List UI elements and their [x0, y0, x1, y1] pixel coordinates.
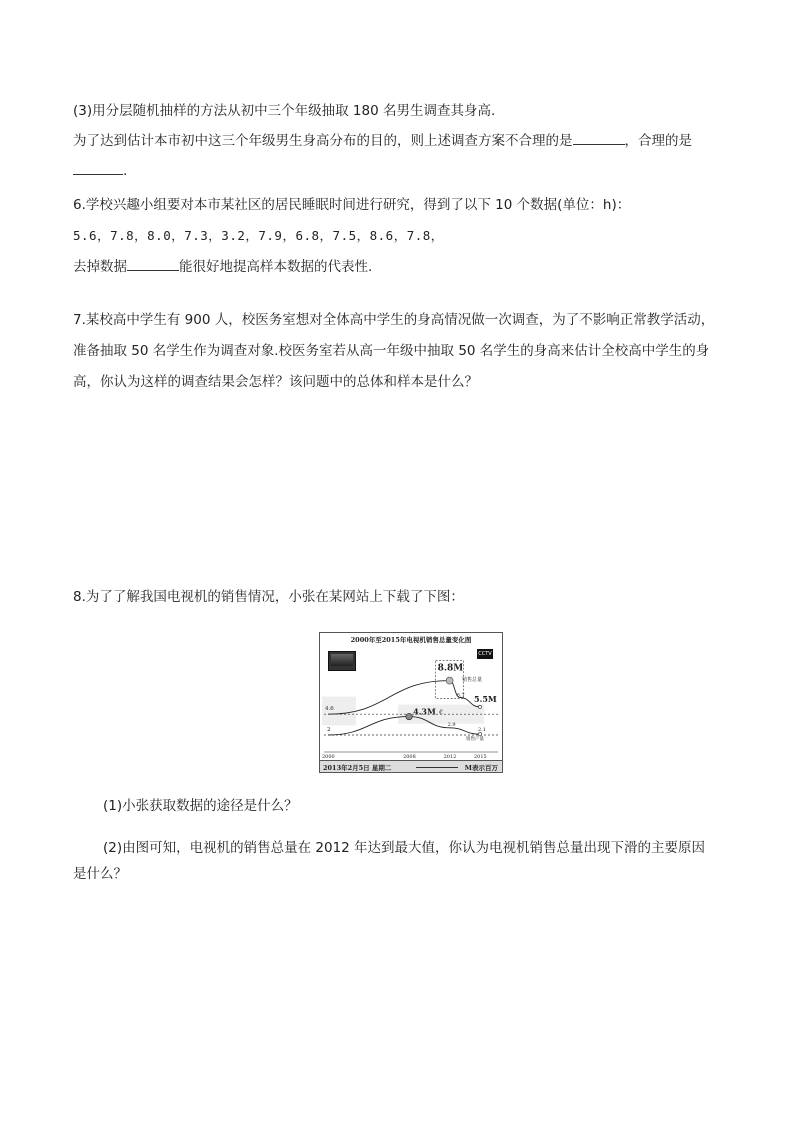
- answer-blank-reasonable[interactable]: [73, 161, 123, 175]
- q6-tail: [73, 257, 372, 277]
- label-output-2015: 2.1: [478, 727, 486, 734]
- label-output-peak-suffix: €: [439, 709, 443, 717]
- output-peak-marker: [406, 713, 412, 719]
- answer-blank-q6[interactable]: [127, 257, 179, 271]
- q5-conclusion: [73, 131, 692, 151]
- x-tick-label-2000: 2000: [322, 754, 335, 760]
- answer-blank-unreasonable[interactable]: [573, 131, 625, 145]
- legend-output: 销售产量: [466, 737, 484, 742]
- x-tick-label-2015: 2015: [474, 754, 487, 760]
- q5-conclusion-mid: ，合理的是: [624, 133, 692, 149]
- label-output-2000: 2: [327, 727, 331, 733]
- end-marker-total: [478, 705, 481, 708]
- q7-line2: 准备抽取 50 名学生作为调查对象.校医务室若从高一年级中抽取 50 名学生的身高来估计全校高中学生的身: [73, 343, 710, 359]
- q6-stem: 6.学校兴趣小组要对本市某社区的居民睡眠时间进行研究，得到了以下 10 个数据(单位：h)：: [73, 197, 631, 213]
- q5-conclusion-end: [73, 161, 127, 181]
- q8-stem: 8.为了了解我国电视机的销售情况，小张在某网站上下载了下图：: [73, 589, 464, 605]
- q8-sub1: (1)小张获取数据的途径是什么？: [103, 798, 298, 814]
- sales-chart: [320, 633, 502, 760]
- x-tick-label-2012: 2012: [443, 754, 457, 760]
- label-total-2000: 4.6: [325, 706, 334, 713]
- legend-total: 销售总量: [462, 677, 483, 683]
- q7-line1: 7.某校高中学生有 900 人，校医务室想对全体高中学生的身高情况做一次调查，为了不影响正常教学活动，: [73, 312, 715, 328]
- q6-tail-pre: 去掉数据: [73, 259, 127, 275]
- q5-period: .: [123, 163, 128, 179]
- q5-item3: (3)用分层随机抽样的方法从初中三个年级抽取 180 名男生调查其身高.: [73, 103, 496, 119]
- footer-date: 2013年2月5日 星期二: [323, 764, 392, 772]
- q6-data: 5.6，7.8，8.0，7.3，3.2，7.9，6.8，7.5，8.6，7.8，: [73, 228, 444, 243]
- label-end-total: 5.5M: [474, 694, 497, 704]
- q8-sub2-line1: (2)由图可知，电视机的销售总量在 2012 年达到最大值，你认为电视机销售总量出现下滑的主要原因: [103, 840, 706, 856]
- figure-title: 2000年至2015年电视机销售总量变化图: [350, 636, 472, 644]
- channel-logo: CCTV: [478, 651, 492, 657]
- tv-sales-figure: [319, 632, 503, 773]
- q8-sub2-line2: 是什么？: [73, 866, 127, 882]
- q6-tail-post: 能很好地提高样本数据的代表性.: [179, 259, 373, 275]
- q5-conclusion-pre: 为了达到估计本市初中这三个年级男生身高分布的目的，则上述调查方案不合理的是: [73, 133, 573, 149]
- x-tick-label-2008: 2008: [403, 754, 416, 760]
- label-total-2013: 6.7: [456, 692, 465, 699]
- label-output-peak: 4.3M: [413, 706, 436, 717]
- q7-line3: 高，你认为这样的调查结果会怎样？该问题中的总体和样本是什么？: [73, 374, 478, 390]
- peak-marker: [446, 677, 453, 684]
- figure-footer: [320, 760, 502, 773]
- footer-unit: M表示百万: [464, 764, 498, 772]
- label-output-2012: 2.9: [447, 721, 456, 728]
- label-peak: 8.8M: [437, 663, 464, 674]
